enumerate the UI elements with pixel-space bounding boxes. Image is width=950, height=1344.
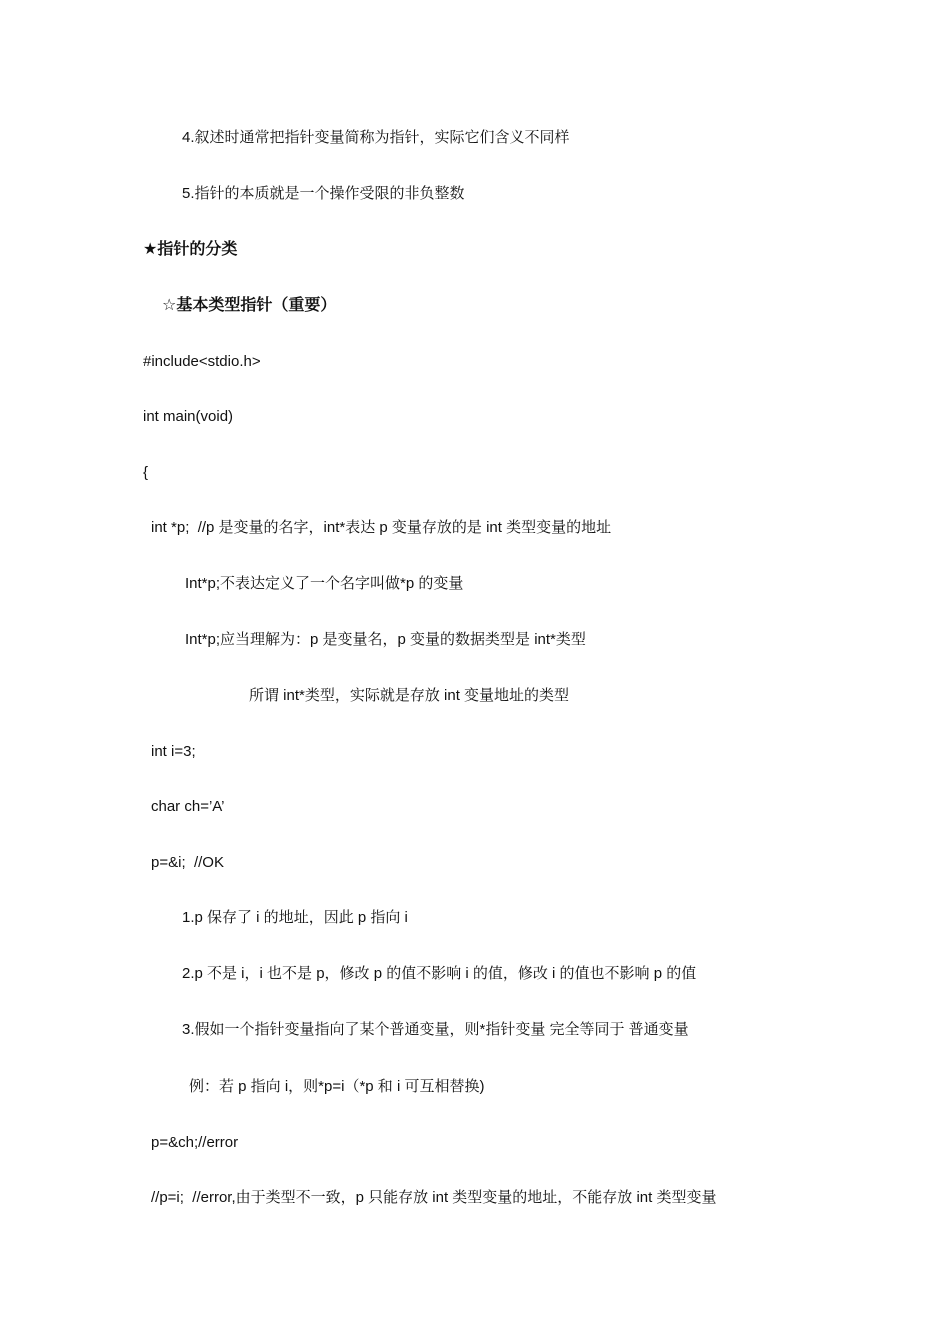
text-line-explain-1: Int*p;不表达定义了一个名字叫做*p 的变量 <box>185 575 464 592</box>
code-line-int-i: int i=3; <box>151 743 196 760</box>
text-line-note-2: 2.p 不是 i，i 也不是 p，修改 p 的值不影响 i 的值，修改 i 的值也不影响 p 的值 <box>182 965 697 982</box>
section-heading: ★指针的分类 <box>143 241 238 258</box>
subsection-heading: ☆基本类型指针（重要） <box>162 297 337 314</box>
text-line-explain-3: 所谓 int*类型，实际就是存放 int 变量地址的类型 <box>249 687 570 704</box>
code-line-open-brace: { <box>143 464 149 481</box>
text-line-1: 4.叙述时通常把指针变量简称为指针，实际它们含义不同样 <box>182 129 570 146</box>
text-line-2: 5.指针的本质就是一个操作受限的非负整数 <box>182 185 465 202</box>
text-line-note-3: 3.假如一个指针变量指向了某个普通变量，则*指针变量 完全等同于 普通变量 <box>182 1021 689 1038</box>
code-line-assign-ch: p=&ch;//error <box>151 1134 239 1151</box>
code-line-pointer-decl: int *p; //p 是变量的名字，int*表达 p 变量存放的是 int 类型变量的地址 <box>151 519 612 536</box>
code-line-include: #include<stdio.h> <box>143 353 261 370</box>
text-line-explain-2: Int*p;应当理解为：p 是变量名，p 变量的数据类型是 int*类型 <box>185 631 586 648</box>
code-line-char-ch: char ch=’A’ <box>151 798 225 815</box>
code-line-main: int main(void) <box>143 408 234 425</box>
text-line-example: 例：若 p 指向 i，则*p=i（*p 和 i 可互相替换) <box>189 1078 485 1095</box>
code-line-error-note: //p=i; //error,由于类型不一致，p 只能存放 int 类型变量的地址，不能存放 int 类型变量 <box>151 1189 717 1206</box>
code-line-assign-i: p=&i; //OK <box>151 854 224 871</box>
text-line-note-1: 1.p 保存了 i 的地址，因此 p 指向 i <box>182 909 408 926</box>
